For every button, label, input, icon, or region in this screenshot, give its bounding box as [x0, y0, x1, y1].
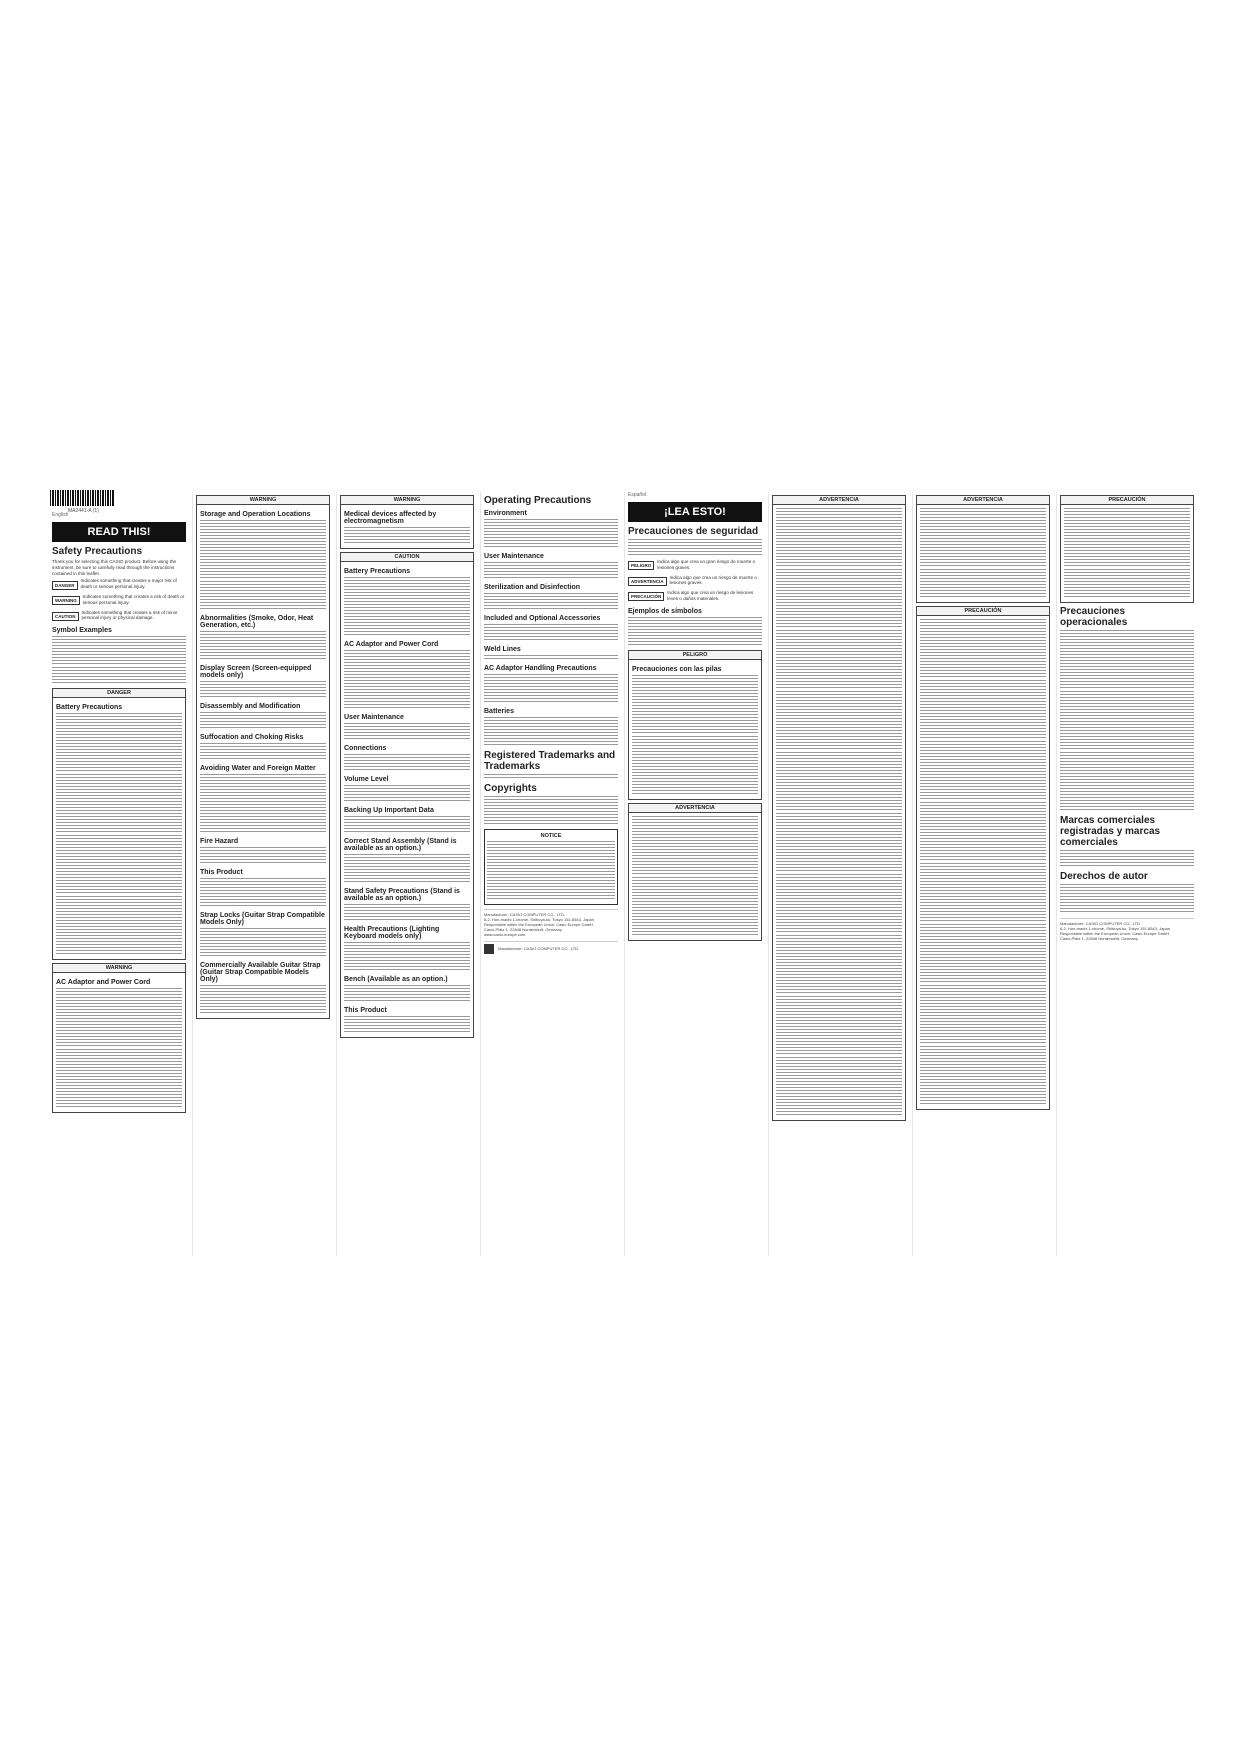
column-es-2: [772, 492, 906, 1256]
symbol-warning: WARNING Indicates something that creates a risk of death or serious personal injury.: [52, 594, 186, 608]
symbol-peligro: PELIGRO Indica algo que crea un gran riesgo de muerte o lesiones graves.: [628, 559, 762, 573]
batteries-heading: Batteries: [484, 708, 514, 715]
language-label: English: [52, 512, 69, 518]
abnormalities-heading: Abnormalities (Smoke, Odor, Heat Generation, etc.): [200, 615, 314, 629]
safety-title: Safety Precautions: [52, 546, 143, 557]
caution-tag: CAUTION: [52, 612, 79, 621]
notice-heading: NOTICE: [540, 833, 562, 839]
column-en-1: [52, 512, 186, 1256]
bench-heading: Bench (Available as an option.): [344, 976, 448, 983]
column-en-4: [484, 492, 618, 1256]
copyrights-title: Copyrights: [484, 783, 537, 794]
text-block: [56, 1049, 182, 1109]
url-text: www.casio-europe.com: [484, 932, 526, 937]
column-es-1: [628, 492, 762, 1256]
spanish-copyrights-title: Derechos de autor: [1060, 871, 1148, 882]
advertencia-box: ADVERTENCIA: [628, 803, 762, 941]
stand-safety-heading: Stand Safety Precautions (Stand is available as an option.): [344, 888, 460, 902]
caution-box-heading: CAUTION: [341, 553, 473, 562]
warning-box: WARNING Medical devices affected by electromagnetism: [340, 495, 474, 549]
trademarks-title: Registered Trademarks and Trademarks: [484, 750, 616, 772]
environment-heading: Environment: [484, 510, 527, 517]
symbol-examples-heading: Ejemplos de símbolos: [628, 607, 702, 615]
storage-heading: Storage and Operation Locations: [200, 511, 311, 518]
symbol-examples-heading: Symbol Examples: [52, 627, 112, 635]
column-en-2: [196, 492, 330, 1256]
warning-tag: WARNING: [52, 596, 80, 605]
fold-line: [480, 492, 481, 1256]
text-block: [56, 774, 182, 834]
accessories-heading: Included and Optional Accessories: [484, 615, 601, 622]
product-heading: This Product: [344, 1007, 387, 1014]
weld-lines-heading: Weld Lines: [484, 646, 521, 653]
health-heading: Health Precautions (Lighting Keyboard models only): [344, 926, 440, 940]
disassembly-heading: Disassembly and Modification: [200, 703, 301, 710]
text-block: [56, 988, 182, 1048]
peligro-box: PELIGRO Precauciones con las pilas: [628, 650, 762, 800]
stand-assembly-heading: Correct Stand Assembly (Stand is available as an option.): [344, 838, 457, 852]
lea-esto-banner: ¡LEA ESTO!: [628, 502, 762, 522]
fold-line: [192, 492, 193, 1256]
danger-box: [52, 688, 186, 960]
spanish-ops-title: Precauciones operacionales: [1060, 606, 1128, 628]
column-en-3: [340, 492, 474, 1256]
danger-tag: DANGER: [52, 581, 78, 590]
column-es-3: [916, 492, 1050, 1256]
precaucion-tag: PRECAUCIÓN: [628, 592, 664, 601]
read-this-banner: READ THIS!: [52, 522, 186, 542]
text-block: [52, 667, 186, 685]
precaucion-box: PRECAUCIÓN: [916, 606, 1050, 1110]
symbol-caution: CAUTION Indicates something that creates a risk of minor personal injury or physical damage.: [52, 610, 186, 624]
text-block: [56, 896, 182, 956]
user-maintenance-heading: User Maintenance: [344, 714, 404, 721]
warning-box: WARNING Storage and Operation Locations Abnormalities (Smoke, Odor, Heat Generation, etc.) Display Screen (Screen-equipped models only) Disassembly and Modification Suffocation and Choking Risks Avoiding Water and Foreign Matter Fire Hazard This Product Strap Locks (Guitar Strap Compatible Models Only) Commercially Available Guitar Strap (Guitar Strap Compatible Models Only): [196, 495, 330, 1019]
notice-box: [484, 829, 618, 905]
language-label: Español: [628, 492, 647, 498]
strap-heading: Strap Locks (Guitar Strap Compatible Models Only): [200, 912, 325, 926]
advertencia-box: ADVERTENCIA: [772, 495, 906, 1121]
fold-line: [624, 492, 625, 1256]
product-heading: This Product: [200, 869, 243, 876]
fold-line: [336, 492, 337, 1256]
medical-heading: Medical devices affected by electromagnetism: [344, 511, 437, 525]
spanish-safety-title: Precauciones de seguridad: [628, 526, 759, 537]
barcode: [50, 490, 114, 506]
document-code: MA2441-A (1): [68, 508, 99, 514]
display-heading: Display Screen (Screen-equipped models only): [200, 665, 312, 679]
advertencia-tag: ADVERTENCIA: [628, 577, 667, 586]
advertencia-box: ADVERTENCIA: [916, 495, 1050, 603]
fire-heading: Fire Hazard: [200, 838, 239, 845]
fold-line: [1056, 492, 1057, 1256]
column-es-4: [1060, 492, 1194, 1256]
battery-heading: Battery Precautions: [56, 704, 123, 712]
fold-line: [912, 492, 913, 1256]
ukca-mark-icon: [484, 944, 494, 954]
guitar-strap-heading: Commercially Available Guitar Strap (Guitar Strap Compatible Models Only): [200, 962, 321, 983]
precaucion-box: PRECAUCIÓN: [1060, 495, 1194, 603]
manufacturer-block: Manufacturer: CASIO COMPUTER CO., LTD. 6-2, Hon-machi 1-chome, Shibuya-ku, Tokyo 151-8543, Japan Responsible within the European Union: Casio Europe GmbH Casio-Platz 1, 22848 Norderstedt, Germany www.casio-europe.com: [484, 909, 618, 937]
caution-box: [340, 552, 474, 1038]
peligro-tag: PELIGRO: [628, 561, 654, 570]
text-block: [56, 835, 182, 895]
volume-heading: Volume Level: [344, 776, 389, 783]
fold-line: [768, 492, 769, 1256]
backup-heading: Backing Up Important Data: [344, 807, 434, 814]
danger-box-heading: DANGER: [53, 689, 185, 698]
spanish-trademarks-title: Marcas comerciales registradas y marcas comerciales: [1060, 815, 1161, 848]
text-block: [52, 636, 186, 666]
warning-box: [52, 963, 186, 1113]
text-block: [56, 713, 182, 773]
connections-heading: Connections: [344, 745, 387, 752]
user-maintenance-heading: User Maintenance: [484, 553, 544, 560]
symbol-advertencia: ADVERTENCIA Indica algo que crea un riesgo de muerte o lesiones graves.: [628, 575, 762, 589]
suffocation-heading: Suffocation and Choking Risks: [200, 734, 304, 741]
water-heading: Avoiding Water and Foreign Matter: [200, 765, 316, 772]
ac-adaptor-heading: AC Adaptor and Power Cord: [56, 979, 151, 987]
intro-text: Thank you for selecting this CASIO product. Before using the instrument, be sure to carefully read through the instructions contained in this leaflet.: [52, 559, 177, 576]
symbol-danger: DANGER Indicates something that creates a major risk of death or serious personal injury.: [52, 578, 186, 592]
warning-box-heading: WARNING: [53, 964, 185, 973]
manufacturer-block: Manufacturer: CASIO COMPUTER CO., LTD. 6-2, Hon-machi 1-chome, Shibuya-ku, Tokyo 151-8543, Japan Responsible within the European Union: Casio Europe GmbH Casio-Platz 1, 22848 Norderstedt, Germany: [1060, 918, 1194, 941]
ac-handling-heading: AC Adaptor Handling Precautions: [484, 665, 597, 672]
uk-block: Manufacturer: CASIO COMPUTER CO., LTD.: [484, 941, 618, 954]
battery-heading: Battery Precautions: [344, 568, 411, 575]
ac-cord-heading: AC Adaptor and Power Cord: [344, 641, 439, 648]
operating-title: Operating Precautions: [484, 495, 592, 506]
sterilization-heading: Sterilization and Disinfection: [484, 584, 581, 591]
symbol-precaucion: PRECAUCIÓN Indica algo que crea un riesgo de lesiones leves o daños materiales.: [628, 590, 762, 604]
